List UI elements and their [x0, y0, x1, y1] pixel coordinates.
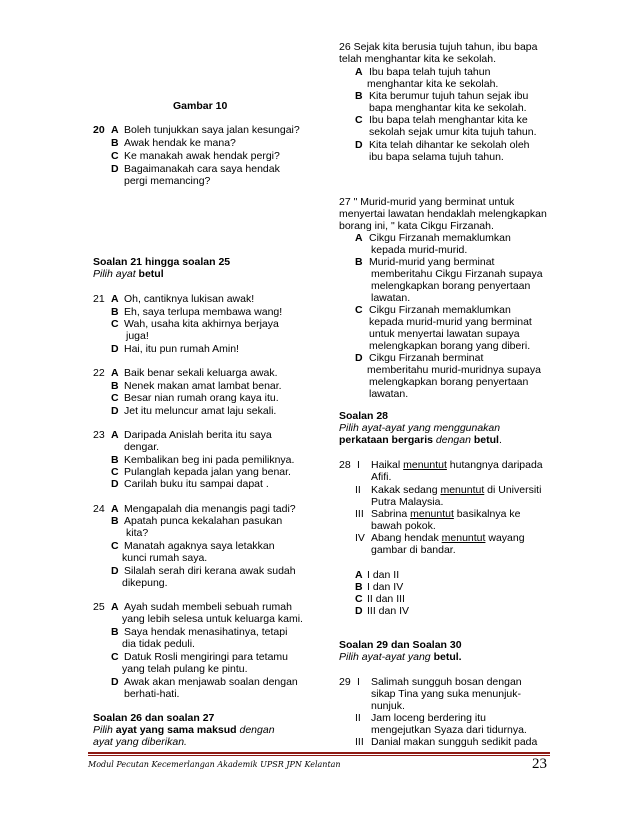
- option-letter: B: [111, 515, 119, 527]
- option-a: Ayah sudah membeli sebuah rumah: [124, 601, 292, 613]
- option-c-cont: yang telah pulang ke pintu.: [122, 663, 248, 675]
- option-a: Mengapalah dia menangis pagi tadi?: [124, 503, 296, 515]
- option-c-cont: melengkapkan borang yang diberi.: [369, 340, 531, 352]
- option-c-cont: sekolah sejak umur kita tujuh tahun.: [369, 126, 537, 138]
- option-letter: B: [355, 90, 363, 102]
- section-heading: Soalan 21 hingga soalan 25: [93, 256, 231, 268]
- option-letter: D: [111, 343, 119, 355]
- option-b: Eh, saya terlupa membawa wang!: [124, 306, 283, 318]
- option-d-cont: dikepung.: [122, 577, 168, 589]
- option-c-cont: untuk menyertai lawatan supaya: [369, 328, 520, 340]
- option-d: Bagaimanakah cara saya hendak: [124, 163, 280, 175]
- option-b-cont: bapa menghantar kita ke sekolah.: [369, 102, 527, 114]
- figure-caption: Gambar 10: [173, 100, 228, 112]
- option-a: Daripada Anislah berita itu saya: [124, 429, 272, 441]
- option-c: Datuk Rosli mengiringi para tetamu: [124, 651, 288, 663]
- statement-iv-cont: gambar di bandar.: [371, 544, 456, 556]
- footer-rule: [88, 752, 550, 754]
- statement-ii-cont: Putra Malaysia.: [371, 496, 444, 508]
- option-letter: D: [111, 478, 119, 490]
- page-number: 23: [532, 756, 547, 772]
- option-a: Cikgu Firzanah memaklumkan: [369, 232, 511, 244]
- option-c: Ke manakah awak hendak pergi?: [124, 150, 280, 162]
- option-d-cont: pergi memancing?: [124, 175, 211, 187]
- option-c: Ibu bapa telah menghantar kita ke: [369, 114, 528, 126]
- statement-i-cont: Afifi.: [371, 471, 392, 483]
- option-letter: A: [111, 601, 119, 613]
- option-d: Hai, itu pun rumah Amin!: [124, 343, 239, 355]
- option-d: Silalah serah diri kerana awak sudah: [124, 565, 296, 577]
- question-number: 21: [93, 293, 105, 305]
- footer-title: Modul Pecutan Kecemerlangan Akademik UPSR JPN Kelantan: [88, 760, 341, 769]
- option-a: Oh, cantiknya lukisan awak!: [124, 293, 255, 305]
- section-instruction: Pilih ayat betul: [93, 268, 164, 280]
- option-letter: C: [355, 114, 363, 126]
- option-d-cont: berhati-hati.: [124, 688, 180, 700]
- option-a: Boleh tunjukkan saya jalan kesungai?: [124, 124, 300, 136]
- option-letter: C: [111, 540, 119, 552]
- question-number: 24: [93, 503, 105, 515]
- option-a-cont: dengar.: [124, 441, 160, 453]
- statement-iii-cont: bawah pokok.: [371, 520, 436, 532]
- option-a: Baik benar sekali keluarga awak.: [124, 367, 278, 379]
- option-c-cont: kunci rumah saya.: [122, 552, 208, 564]
- option-b-cont: dia tidak peduli.: [122, 638, 195, 650]
- question-number: 29: [339, 676, 351, 688]
- option-letter: D: [355, 605, 363, 617]
- option-letter: D: [355, 352, 363, 364]
- option-letter: A: [111, 429, 119, 441]
- option-d: Jet itu meluncur amat laju sekali.: [124, 405, 277, 417]
- option-c-cont: juga!: [126, 330, 149, 342]
- statement-iv: Abang hendak menuntut wayang: [371, 532, 525, 544]
- option-c: Manatah agaknya saya letakkan: [124, 540, 275, 552]
- statement-numeral: III: [355, 736, 364, 748]
- statement-numeral: I: [357, 676, 360, 688]
- option-d-cont: lawatan.: [369, 388, 409, 400]
- option-letter: A: [111, 124, 119, 136]
- option-letter: B: [111, 306, 119, 318]
- option-letter: C: [111, 466, 119, 478]
- statement-iii: Sabrina menuntut basikalnya ke: [371, 508, 521, 520]
- statement-i-cont: nunjuk.: [371, 700, 405, 712]
- statement-i-cont: sikap Tina yang suka menunjuk-: [371, 688, 521, 700]
- footer-rule-thin: [88, 755, 550, 756]
- statement-ii-cont: mengejutkan Syaza dari tidurnya.: [371, 724, 527, 736]
- section-heading: Soalan 26 dan soalan 27: [93, 712, 215, 724]
- option-b: Apatah punca kekalahan pasukan: [124, 515, 283, 527]
- option-letter: C: [111, 651, 119, 663]
- statement-ii: Kakak sedang menuntut di Universiti: [371, 484, 542, 496]
- section-heading: Soalan 28: [339, 410, 389, 422]
- option-letter: D: [111, 676, 119, 688]
- option-letter: D: [111, 565, 119, 577]
- option-letter: A: [355, 569, 363, 581]
- option-b: Nenek makan amat lambat benar.: [124, 380, 282, 392]
- option-b: Kembalikan beg ini pada pemiliknya.: [124, 454, 295, 466]
- option-letter: A: [111, 367, 119, 379]
- option-letter: B: [111, 380, 119, 392]
- question-stem-cont: telah menghantar kita ke sekolah.: [339, 53, 497, 65]
- option-letter: A: [111, 503, 119, 515]
- question-number: 25: [93, 601, 105, 613]
- option-letter: C: [355, 304, 363, 316]
- option-letter: B: [111, 454, 119, 466]
- option-c: Pulanglah kepada jalan yang benar.: [124, 466, 291, 478]
- statement-numeral: III: [355, 508, 364, 520]
- section-heading: Soalan 29 dan Soalan 30: [339, 639, 462, 651]
- question-stem-cont: borang ini, " kata Cikgu Firzanah.: [339, 220, 494, 232]
- option-b-cont: lawatan.: [371, 292, 411, 304]
- option-d: Awak akan menjawab soalan dengan: [124, 676, 298, 688]
- option-b-cont: melengkapkan borang penyertaan: [371, 280, 531, 292]
- option-a: Ibu bapa telah tujuh tahun: [369, 66, 491, 78]
- option-letter: C: [111, 318, 119, 330]
- question-number: 20: [93, 124, 105, 136]
- option-b: Murid-murid yang berminat: [369, 256, 495, 268]
- option-letter: C: [111, 392, 119, 404]
- option-letter: D: [111, 405, 119, 417]
- option-letter: C: [111, 150, 119, 162]
- option-letter: C: [355, 593, 363, 605]
- option-c-cont: kepada murid-murid yang berminat: [369, 316, 532, 328]
- option-letter: B: [355, 256, 363, 268]
- option-d: III dan IV: [367, 605, 410, 617]
- question-stem-cont: menyertai lawatan hendaklah melengkapkan: [339, 208, 547, 220]
- option-b: I dan IV: [367, 581, 404, 593]
- question-number: 28: [339, 459, 351, 471]
- option-d: Kita telah dihantar ke sekolah oleh: [369, 139, 530, 151]
- option-d-cont: memberitahu murid-muridnya supaya: [367, 364, 541, 376]
- option-b: Saya hendak menasihatinya, tetapi: [124, 626, 288, 638]
- option-c: Cikgu Firzanah memaklumkan: [369, 304, 511, 316]
- option-letter: A: [355, 232, 363, 244]
- statement-numeral: II: [355, 484, 361, 496]
- option-d-cont: ibu bapa selama tujuh tahun.: [369, 151, 504, 163]
- section-instruction: Pilih ayat-ayat yang menggunakan: [339, 422, 501, 434]
- question-stem: 27 " Murid-murid yang berminat untuk: [339, 196, 515, 208]
- statement-i: Haikal menuntut hutangnya daripada: [371, 459, 543, 471]
- option-a: I dan II: [367, 569, 400, 581]
- option-c: Besar nian rumah orang kaya itu.: [124, 392, 279, 404]
- question-stem: 26 Sejak kita berusia tujuh tahun, ibu bapa: [339, 41, 538, 53]
- option-b: Kita berumur tujuh tahun sejak ibu: [369, 90, 529, 102]
- statement-numeral: II: [355, 712, 361, 724]
- option-a-cont: yang lebih selesa untuk keluarga kami.: [122, 613, 303, 625]
- statement-iii: Danial makan sungguh sedikit pada: [371, 736, 538, 748]
- option-letter: B: [355, 581, 363, 593]
- option-letter: B: [111, 137, 119, 149]
- option-c: II dan III: [367, 593, 405, 605]
- section-instruction: Pilih ayat yang sama maksud dengan: [93, 724, 275, 736]
- option-b: Awak hendak ke mana?: [124, 137, 236, 149]
- option-letter: A: [355, 66, 363, 78]
- option-letter: B: [111, 626, 119, 638]
- section-instruction: Pilih ayat-ayat yang betul.: [339, 651, 462, 663]
- statement-numeral: IV: [355, 532, 365, 544]
- option-a-cont: menghantar kita ke sekolah.: [367, 78, 499, 90]
- statement-numeral: I: [357, 459, 360, 471]
- option-letter: D: [111, 163, 119, 175]
- option-letter: D: [355, 139, 363, 151]
- section-instruction-cont: perkataan bergaris dengan betul.: [339, 434, 502, 446]
- option-a-cont: kepada murid-murid.: [371, 244, 468, 256]
- option-d: Carilah buku itu sampai dapat .: [124, 478, 269, 490]
- question-number: 22: [93, 367, 105, 379]
- option-b-cont: kita?: [126, 527, 149, 539]
- option-c: Wah, usaha kita akhirnya berjaya: [124, 318, 279, 330]
- question-number: 23: [93, 429, 105, 441]
- option-d-cont: melengkapkan borang penyertaan: [369, 376, 529, 388]
- section-instruction-cont: ayat yang diberikan.: [93, 736, 187, 748]
- option-b-cont: memberitahu Cikgu Firzanah supaya: [371, 268, 543, 280]
- option-d: Cikgu Firzanah berminat: [369, 352, 484, 364]
- option-letter: A: [111, 293, 119, 305]
- statement-ii: Jam loceng berdering itu: [371, 712, 486, 724]
- statement-i: Salimah sungguh bosan dengan: [371, 676, 522, 688]
